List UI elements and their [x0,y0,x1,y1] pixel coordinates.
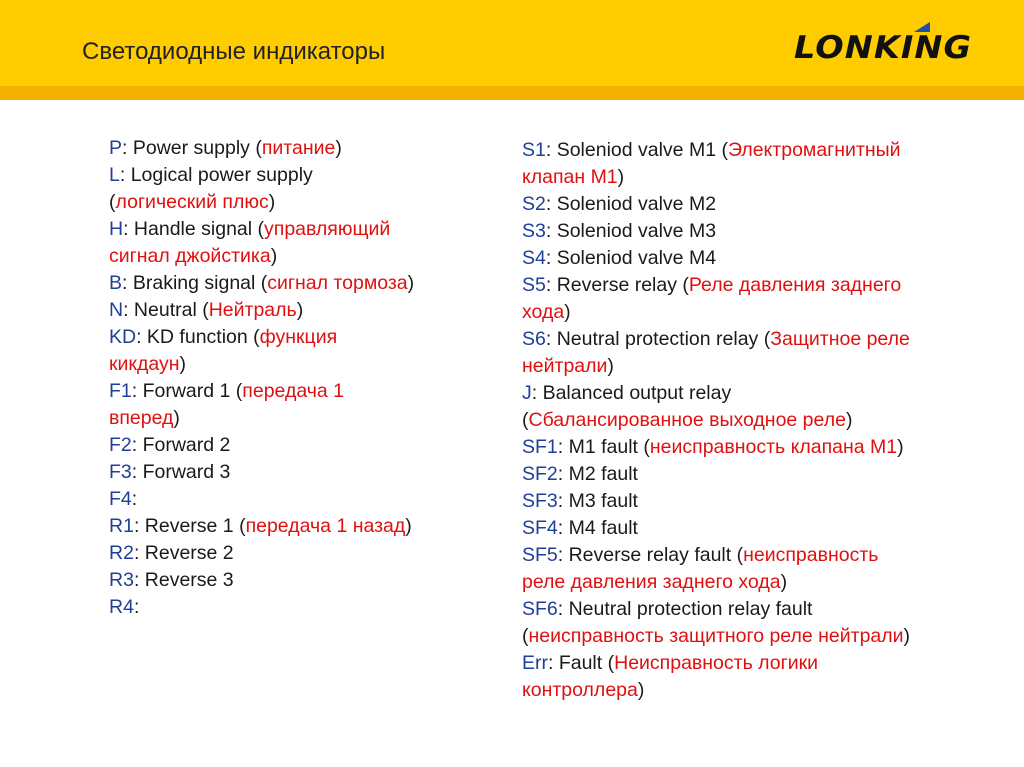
english-description: : M2 fault [557,463,638,485]
russian-description: логический плюс [115,191,269,213]
indicator-code: SF2 [522,463,558,485]
indicator-line [109,405,489,432]
english-description: ) [268,191,276,213]
english-description: : M4 fault [557,517,638,539]
indicator-code: H [109,218,124,240]
indicator-line [522,137,1002,164]
english-description: ) [564,301,571,323]
indicator-line [109,432,489,459]
russian-description: неисправность защитного реле нейтрали [528,625,904,647]
indicator-code: KD [109,326,137,348]
english-description: ) [780,571,788,593]
indicator-line [522,191,1002,218]
russian-description: питание [261,137,336,159]
indicator-code: R4 [109,596,134,618]
indicator-code: F4 [109,488,132,510]
english-description: : Balanced output relay [531,382,732,404]
russian-description: контроллера [522,679,638,701]
indicator-code: S1 [522,139,546,161]
indicator-code: S3 [522,220,546,242]
russian-description: управляющий [264,218,391,240]
english-description: : Fault ( [548,652,615,674]
english-description: : Forward 3 [131,461,231,483]
russian-description: Нейтраль [208,299,297,321]
indicator-line [522,434,1002,461]
indicator-line [522,272,1002,299]
indicator-line [522,488,1002,515]
indicator-line [522,407,1002,434]
indicator-line [109,216,489,243]
indicator-code: S4 [522,247,546,269]
indicator-line [109,243,489,270]
indicator-code: N [109,299,124,321]
indicator-line [109,486,489,513]
english-description: : Soleniod valve M1 ( [545,139,728,161]
russian-description: Электромагнитный [727,139,901,161]
indicator-line [109,270,489,297]
indicator-line [109,378,489,405]
english-description: : Neutral protection relay ( [545,328,771,350]
indicator-code: SF3 [522,490,558,512]
english-description: ) [637,679,645,701]
russian-description: Неисправность логики [614,652,819,674]
english-description: ) [335,137,342,159]
english-description: : Reverse 3 [133,569,234,591]
english-description: ) [179,353,186,375]
english-description: ) [897,436,904,458]
russian-description: сигнал тормоза [267,272,408,294]
english-description: ( [522,409,529,431]
russian-description: функция [259,326,338,348]
russian-description: Реле давления заднего [688,274,902,296]
english-description: : [133,596,140,618]
right-indicator-list [522,137,1002,704]
left-indicator-list [109,135,489,621]
english-description: : Reverse 2 [133,542,234,564]
indicator-line [522,623,1002,650]
russian-description: Сбалансированное выходное реле [528,409,846,431]
indicator-line [522,569,1002,596]
english-description: : Neutral ( [123,299,209,321]
indicator-code: SF6 [522,598,558,620]
slide-title: Светодиодные индикаторы [82,38,386,65]
english-description: ) [407,272,415,294]
english-description: ) [296,299,304,321]
english-description: : Soleniod valve M2 [545,193,717,215]
indicator-line [522,650,1002,677]
english-description: ( [522,625,529,647]
indicator-line [522,515,1002,542]
indicator-code: R3 [109,569,134,591]
indicator-code: SF5 [522,544,558,566]
indicator-line [109,162,489,189]
russian-description: передача 1 назад [245,515,406,537]
english-description: : Soleniod valve M3 [545,220,717,242]
english-description: ) [845,409,853,431]
russian-description: Защитное реле [770,328,910,350]
indicator-line [522,380,1002,407]
indicator-code: L [109,164,120,186]
indicator-line [522,542,1002,569]
english-description: : Forward 2 [131,434,231,456]
english-description: : Braking signal ( [122,272,268,294]
english-description: : Reverse relay ( [545,274,689,296]
indicator-code: F1 [109,380,132,402]
indicator-line [109,513,489,540]
indicator-code: R2 [109,542,134,564]
russian-description: неисправность клапана М1 [649,436,898,458]
indicator-line [522,245,1002,272]
indicator-line [109,351,489,378]
indicator-line [522,461,1002,488]
indicator-line [109,540,489,567]
russian-description: передача 1 [242,380,345,402]
indicator-code: B [109,272,123,294]
indicator-line [522,164,1002,191]
header-stripe [0,86,1024,100]
english-description: : Power supply ( [122,137,262,159]
english-description: : Handle signal ( [123,218,265,240]
indicator-code: SF1 [522,436,558,458]
indicator-line [522,326,1002,353]
english-description: ) [607,355,614,377]
english-description: : Forward 1 ( [131,380,243,402]
russian-description: вперед [109,407,174,429]
indicator-code: S2 [522,193,546,215]
english-description: : Soleniod valve M4 [545,247,717,269]
russian-description: хода [522,301,565,323]
indicator-code: R1 [109,515,134,537]
indicator-line [109,459,489,486]
english-description: ) [173,407,180,429]
indicator-line [109,324,489,351]
russian-description: реле давления заднего хода [522,571,781,593]
indicator-line [109,594,489,621]
indicator-line [109,189,489,216]
indicator-code: F3 [109,461,132,483]
english-description: ) [270,245,278,267]
indicator-code: Err [522,652,548,674]
english-description: ) [405,515,412,537]
english-description: : M3 fault [557,490,638,512]
indicator-line [109,567,489,594]
russian-description: кикдаун [109,353,180,375]
english-description: : Logical power supply [119,164,313,186]
lonking-logo [794,20,1004,72]
indicator-line [522,677,1002,704]
english-description: ( [109,191,116,213]
indicator-line [522,353,1002,380]
english-description: : M1 fault ( [557,436,650,458]
russian-description: сигнал джойстика [109,245,271,267]
indicator-line [109,297,489,324]
english-description: : [131,488,138,510]
logo-flag-icon [914,22,930,32]
indicator-code: P [109,137,123,159]
indicator-code: J [522,382,532,404]
english-description: : Neutral protection relay fault [557,598,813,620]
indicator-line [522,218,1002,245]
russian-description: нейтрали [522,355,608,377]
english-description: : Reverse 1 ( [133,515,246,537]
indicator-line [522,596,1002,623]
english-description: : Reverse relay fault ( [557,544,744,566]
russian-description: неисправность [743,544,879,566]
indicator-code: SF4 [522,517,558,539]
logo-text: LONKING [794,30,973,66]
english-description: ) [903,625,911,647]
russian-description: клапан М1 [522,166,618,188]
english-description: : KD function ( [136,326,260,348]
indicator-line [522,299,1002,326]
english-description: ) [617,166,625,188]
indicator-line [109,135,489,162]
indicator-code: F2 [109,434,132,456]
indicator-code: S5 [522,274,546,296]
indicator-code: S6 [522,328,546,350]
